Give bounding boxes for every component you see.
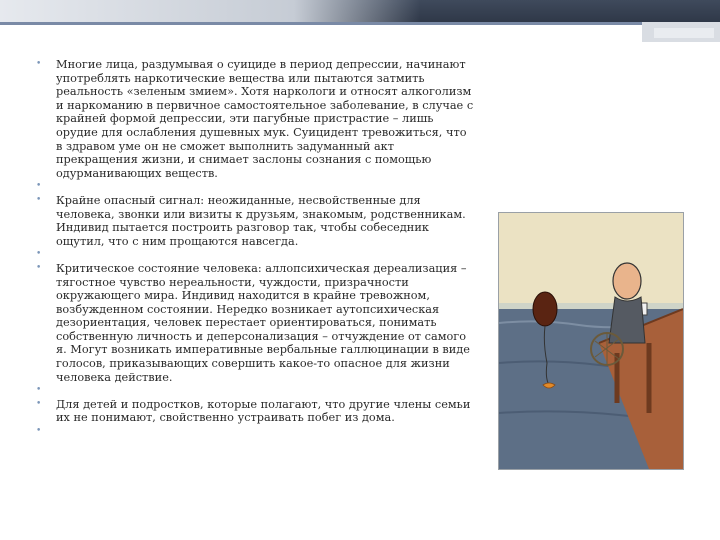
header-accent-bar <box>0 22 720 25</box>
man-head <box>613 263 641 299</box>
bullet-item <box>36 262 476 384</box>
bullet-item-empty <box>36 425 476 439</box>
header-highlight <box>0 0 420 22</box>
bullet-icon: • <box>36 426 42 437</box>
bullet-item-empty <box>36 384 476 398</box>
bullet-icon: • <box>36 181 42 192</box>
bullet-icon: • <box>36 262 42 273</box>
bullet-item-empty <box>36 248 476 262</box>
cartoon-svg <box>499 213 683 469</box>
bullet-icon: • <box>36 194 42 205</box>
bullet-icon: • <box>36 249 42 260</box>
header-band <box>0 0 720 22</box>
bullet-text: Для детей и подростков, которые полагают, что другие члены семьи их не понимают, свойственно устраивать побег из дома. <box>56 397 471 425</box>
bullet-item-empty <box>36 180 476 194</box>
bullet-text: Критическое состояние человека: аллопсихическая дереализация – тягостное чувство нереальности, чуждости, призрачности окружающего мира. Индивид находится в крайне тревожном, возбужденном состоянии. Нередко возникает аутопсихическая дезориентация, человек перестает ориентироваться, понимать собственную личность и деперсонализация – отчуждение от самого я. Могут возникать императивные вербальные галлюцинации в виде голосов, приказывающих совершить какое-то опасное для жизни человека действие. <box>56 261 470 384</box>
cartoon-illustration <box>498 212 684 470</box>
bullet-icon: • <box>36 59 42 69</box>
bullet-item <box>36 58 476 180</box>
bullet-text: Крайне опасный сигнал: неожиданные, несвойственные для человека, звонки или визиты к друзьям, знакомым, родственникам. Индивид пытается построить разговор так, чтобы собеседник ощутил, что с ним прощаются навсегда. <box>56 193 466 248</box>
horizon-line <box>499 303 683 309</box>
header-tab-inner <box>654 28 714 38</box>
balloon <box>533 292 557 326</box>
bullet-icon: • <box>36 398 42 409</box>
bullet-item <box>36 194 476 248</box>
bullet-list <box>36 58 476 439</box>
bullet-icon: • <box>36 385 42 396</box>
bullet-text: Многие лица, раздумывая о суициде в период депрессии, начинают употреблять наркотические вещества или пытаются затмить реальность «зеленым змием». Хотя наркологи и относят алкоголизм и наркоманию в первичное самостоятельное заболевание, в случае с крайней формой депрессии, эти пагубные пристрастие – лишь орудие для ослабления душевных мук. Суицидент тревожиться, что в здравом уме он не сможет выполнить задуманный акт прекращения жизни, и снимает заслоны сознания с помощью одурманивающих веществ. <box>56 58 474 180</box>
man-body <box>609 297 645 343</box>
bullet-item <box>36 398 476 425</box>
